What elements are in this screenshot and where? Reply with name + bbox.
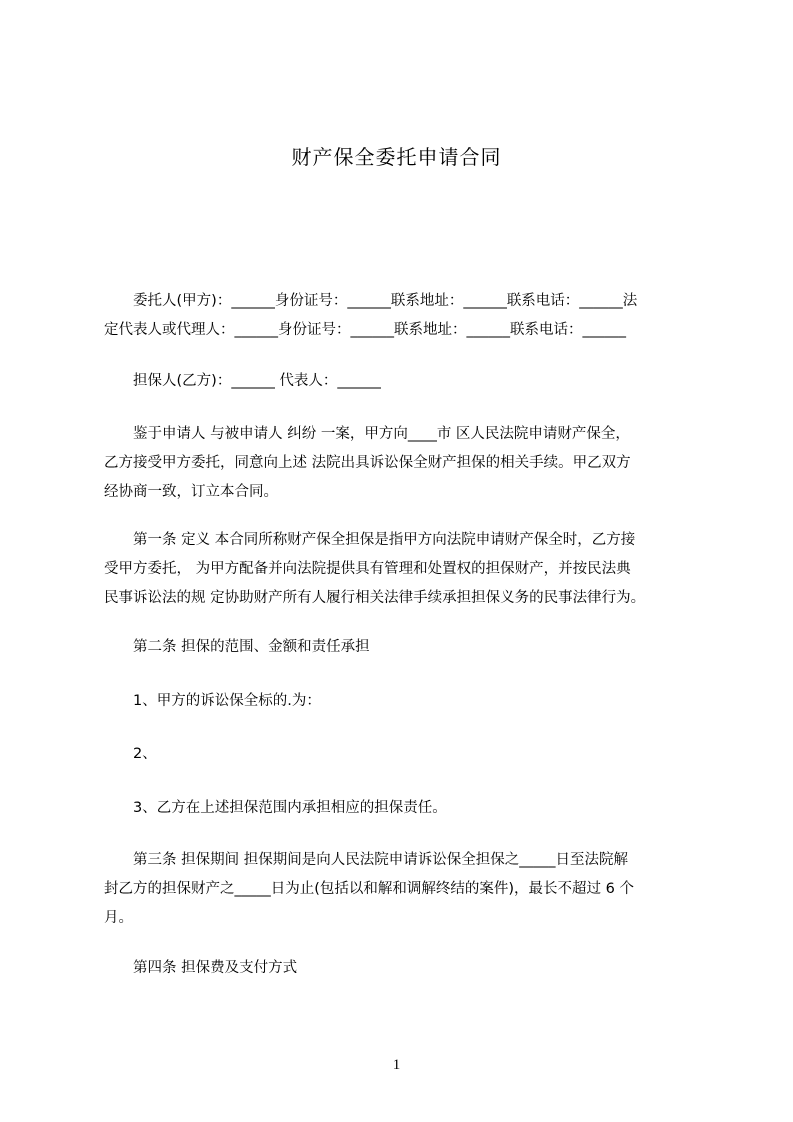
article-3-paragraph — [104, 846, 700, 933]
article-4-heading — [104, 954, 700, 983]
parties-line-2: 定代表人或代理人：______身份证号：______联系地址：______联系电话：______ — [104, 322, 626, 338]
document-title: 财产保全委托申请合同 — [291, 145, 502, 169]
item-2-text: 2、 — [133, 746, 157, 762]
item-1-text: 1、甲方的诉讼保全标的.为： — [133, 693, 321, 709]
parties-line-1: 委托人(甲方)：______身份证号：______联系地址：______联系电话：______法 — [133, 293, 638, 309]
item-2 — [104, 740, 700, 769]
preamble-paragraph — [104, 420, 700, 507]
article-2-heading — [104, 633, 700, 662]
preamble-line-1: 鉴于申请人 与被申请人 纠纷 一案，甲方向____市 区人民法院申请财产保全， — [133, 426, 630, 442]
preamble-line-3: 经协商一致，订立本合同。 — [104, 484, 278, 500]
parties-paragraph — [104, 287, 700, 345]
article-2-heading-text: 第二条 担保的范围、金额和责任承担 — [133, 639, 370, 655]
item-3 — [104, 794, 700, 823]
preamble-line-2: 乙方接受甲方委托，同意向上述 法院出具诉讼保全财产担保的相关手续。甲乙双方 — [104, 455, 631, 471]
article-3-line-3: 月。 — [104, 910, 133, 926]
article-1-line-2: 受甲方委托， 为甲方配备并向法院提供具有管理和处置权的担保财产，并按民法典 — [104, 561, 631, 577]
article-3-line-2: 封乙方的担保财产之_____日为止(包括以和解和调解终结的案件)，最长不超过 6 个 — [104, 881, 635, 897]
item-1 — [104, 687, 700, 716]
article-1-line-1: 第一条 定义 本合同所称财产保全担保是指甲方向法院申请财产保全时，乙方接 — [133, 532, 636, 548]
article-4-heading-text: 第四条 担保费及支付方式 — [133, 960, 298, 976]
item-3-text: 3、乙方在上述担保范围内承担相应的担保责任。 — [133, 800, 447, 816]
page-number: 1 — [392, 1057, 401, 1073]
article-1-line-3: 民事诉讼法的规 定协助财产所有人履行相关法律手续承担担保义务的民事法律行为。 — [104, 590, 646, 606]
article-3-line-1: 第三条 担保期间 担保期间是向人民法院申请诉讼保全担保之_____日至法院解 — [133, 852, 628, 868]
guarantor-paragraph — [104, 367, 700, 396]
guarantor-line: 担保人(乙方)：______ 代表人：______ — [133, 373, 381, 389]
article-1-paragraph — [104, 526, 700, 613]
